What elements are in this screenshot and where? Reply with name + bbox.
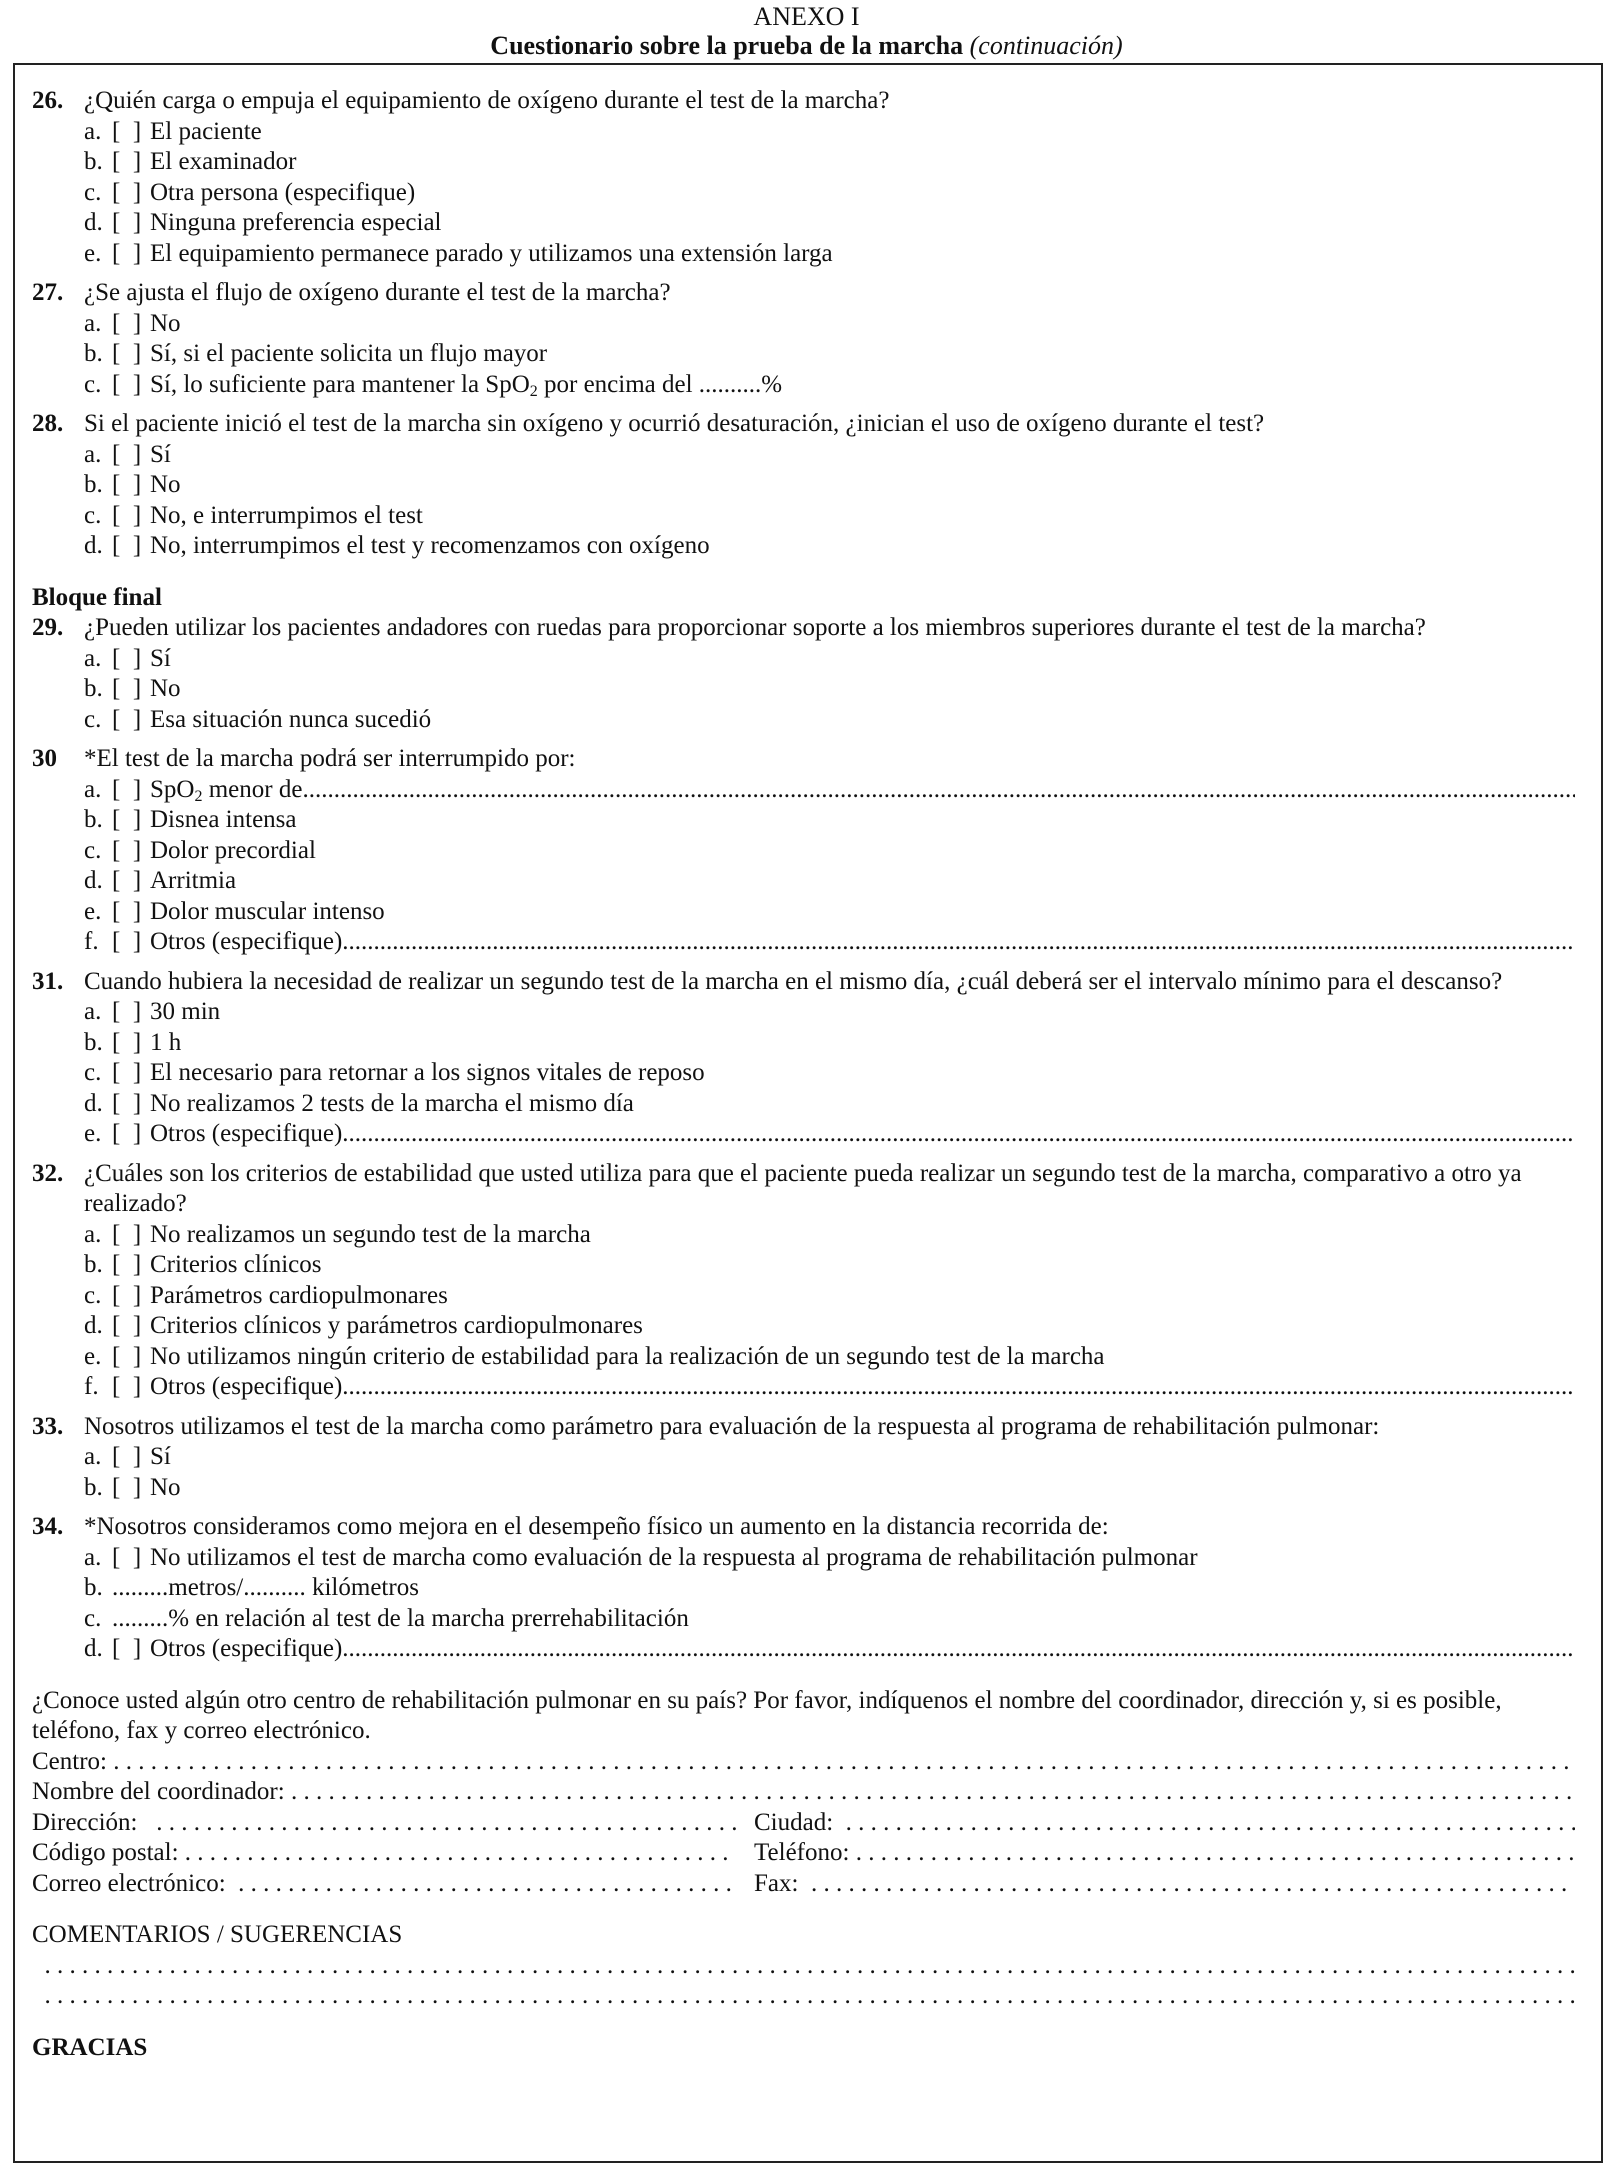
checkbox[interactable]: [ ] <box>112 1342 142 1370</box>
option-row <box>32 836 1575 867</box>
option-row <box>32 1311 1575 1342</box>
option-letter: e. <box>84 1120 102 1147</box>
option-row <box>32 1604 1575 1635</box>
option-letter: f. <box>84 1373 99 1400</box>
title-text: Cuestionario sobre la prueba de la marcha <box>490 31 964 60</box>
checkbox[interactable]: [ ] <box>112 501 142 529</box>
field-label: Centro: <box>32 1747 107 1775</box>
fill-in-line[interactable] <box>138 1808 736 1839</box>
option-row <box>32 1220 1575 1251</box>
option-row <box>32 1442 1575 1473</box>
option-letter: e. <box>84 239 102 267</box>
option-letter: c. <box>84 178 102 206</box>
field-label: Correo electrónico: <box>32 1869 226 1897</box>
checkbox[interactable]: [ ] <box>112 836 142 864</box>
checkbox[interactable]: [ ] <box>112 998 142 1025</box>
option-row <box>32 1281 1575 1312</box>
question-number: 32. <box>32 1159 64 1187</box>
question-31 <box>32 967 1575 998</box>
option-letter: c. <box>84 836 102 864</box>
fill-in-line[interactable] <box>342 1372 1575 1403</box>
option-row <box>32 501 1575 532</box>
option-text: Arritmia <box>150 867 237 894</box>
option-row <box>32 1634 1575 1665</box>
option-row <box>32 440 1575 471</box>
checkbox[interactable]: [ ] <box>112 1089 142 1117</box>
checkbox[interactable]: [ ] <box>112 471 142 498</box>
option-text: Otros (especifique) <box>150 1373 343 1400</box>
question-number: 26. <box>32 87 64 114</box>
question-27 <box>32 278 1575 309</box>
checkbox[interactable]: [ ] <box>112 928 142 955</box>
option-text: El equipamiento permanece parado y utilizamos una extensión larga <box>150 239 833 267</box>
question-text: *El test de la marcha podrá ser interrumpido por: <box>84 745 576 772</box>
question-32 <box>32 1159 1575 1220</box>
option-letter: c. <box>84 370 102 398</box>
checkbox[interactable]: [ ] <box>112 239 142 267</box>
fill-in-line[interactable] <box>798 1869 1575 1900</box>
question-30 <box>32 744 1575 775</box>
option-text: Otros (especifique) <box>150 1635 343 1662</box>
option-row <box>32 1543 1575 1574</box>
comments-line-1[interactable] <box>32 1951 1575 1982</box>
questionnaire-content <box>32 86 1575 2063</box>
checkbox[interactable]: [ ] <box>112 705 142 733</box>
option-letter: d. <box>84 1089 103 1117</box>
checkbox[interactable]: [ ] <box>112 1059 142 1086</box>
option-text: No <box>150 675 181 702</box>
option-letter: a. <box>84 1443 102 1470</box>
option-letter: b. <box>84 471 103 498</box>
checkbox[interactable]: [ ] <box>112 117 142 145</box>
option-text: El necesario para retornar a los signos vitales de reposo <box>150 1059 705 1086</box>
checkbox[interactable]: [ ] <box>112 148 142 175</box>
question-text: Si el paciente inició el test de la marcha sin oxígeno y ocurrió desaturación, ¿inician el uso de oxígeno durante el test? <box>84 410 1265 437</box>
question-32-options <box>32 1220 1575 1403</box>
option-row <box>32 644 1575 675</box>
comments-title: COMENTARIOS / SUGERENCIAS <box>32 1921 403 1948</box>
question-30-options <box>32 805 1575 958</box>
option-row <box>32 531 1575 562</box>
question-text: Nosotros utilizamos el test de la marcha como parámetro para evaluación de la respuesta al programa de rehabilitación pulmonar: <box>84 1412 1380 1440</box>
option-text: .........metros/.......... kilómetros <box>112 1574 419 1601</box>
checkbox[interactable]: [ ] <box>112 532 142 559</box>
checkbox[interactable]: [ ] <box>112 1543 142 1571</box>
checkbox[interactable]: [ ] <box>112 775 142 803</box>
option-text: Sí <box>150 1443 171 1470</box>
checkbox[interactable]: [ ] <box>112 440 142 468</box>
checkbox[interactable]: [ ] <box>112 309 142 337</box>
option-letter: a. <box>84 775 102 803</box>
question-number: 27. <box>32 279 64 306</box>
checkbox[interactable]: [ ] <box>112 1373 142 1400</box>
option-row <box>32 997 1575 1028</box>
question-text: ¿Cuáles son los criterios de estabilidad que usted utiliza para que el paciente pueda realizar un segundo test de la marcha, comparativo a otro ya realizado? <box>84 1159 1522 1217</box>
option-row <box>32 370 1575 401</box>
checkbox[interactable]: [ ] <box>112 209 142 236</box>
question-number: 30 <box>32 745 57 772</box>
option-row <box>32 1342 1575 1373</box>
option-text: No realizamos 2 tests de la marcha el mismo día <box>150 1089 634 1117</box>
option-text: Dolor muscular intenso <box>150 897 385 925</box>
fill-in-line[interactable] <box>302 775 1575 806</box>
option-text: Parámetros cardiopulmonares <box>150 1281 448 1309</box>
option-letter: d. <box>84 532 103 559</box>
option-text: Sí, lo suficiente para mantener la SpO$_2$ por encima del ..........% <box>150 370 783 400</box>
option-text: Esa situación nunca sucedió <box>150 705 432 733</box>
question-number: 33. <box>32 1412 64 1440</box>
option-letter: b. <box>84 1574 103 1601</box>
option-letter: d. <box>84 1635 103 1662</box>
option-letter: e. <box>84 1342 102 1370</box>
question-text: Cuando hubiera la necesidad de realizar un segundo test de la marcha en el mismo día, ¿cuál deberá ser el intervalo mínimo para el descanso? <box>84 967 1503 995</box>
option-letter: a. <box>84 1220 102 1248</box>
option-row <box>32 705 1575 736</box>
option-row <box>32 239 1575 270</box>
option-text: Otros (especifique) <box>150 928 343 955</box>
option-letter: d. <box>84 1312 103 1339</box>
option-row <box>32 208 1575 239</box>
fill-in-line[interactable] <box>226 1869 736 1900</box>
question-26-options <box>32 117 1575 270</box>
field-label: Teléfono: <box>754 1839 850 1866</box>
question-text: *Nosotros consideramos como mejora en el desempeño físico un aumento en la distancia recorrida de: <box>84 1513 1109 1540</box>
option-text: No realizamos un segundo test de la marcha <box>150 1220 591 1248</box>
option-letter: b. <box>84 148 103 175</box>
checkbox[interactable]: [ ] <box>112 806 142 833</box>
thanks-text: GRACIAS <box>32 2033 148 2061</box>
option-text: No, interrumpimos el test y recomenzamos con oxígeno <box>150 532 710 559</box>
field-label: Fax: <box>754 1869 799 1897</box>
option-letter: f. <box>84 928 99 955</box>
fill-in-line[interactable] <box>849 1838 1575 1869</box>
field-row-postal <box>32 1838 1575 1869</box>
question-26 <box>32 86 1575 117</box>
field-label: Dirección: <box>32 1808 138 1836</box>
option-text: No utilizamos el test de marcha como evaluación de la respuesta al programa de rehabilitación pulmonar <box>150 1543 1198 1571</box>
field-label: Código postal: <box>32 1839 179 1866</box>
field-row-correo <box>32 1869 1575 1900</box>
field-label: Ciudad: <box>754 1808 834 1836</box>
option-text: Sí, si el paciente solicita un flujo mayor <box>150 340 548 367</box>
option-row <box>32 1089 1575 1120</box>
fill-in-line[interactable] <box>107 1747 1575 1778</box>
option-text: No <box>150 309 181 337</box>
option-letter: a. <box>84 644 102 672</box>
option-text: No utilizamos ningún criterio de estabilidad para la realización de un segundo test de la marcha <box>150 1342 1105 1370</box>
option-text: El examinador <box>150 148 297 175</box>
option-row <box>32 1573 1575 1604</box>
checkbox[interactable]: [ ] <box>112 1635 142 1662</box>
option-letter: e. <box>84 897 102 925</box>
option-row <box>32 1473 1575 1504</box>
checkbox[interactable]: [ ] <box>112 1473 142 1501</box>
field-row-direccion <box>32 1808 1575 1839</box>
checkbox[interactable]: [ ] <box>112 644 142 672</box>
field-centro <box>32 1747 1575 1778</box>
option-text: No <box>150 1473 181 1501</box>
checkbox[interactable]: [ ] <box>112 178 142 206</box>
option-text: Dolor precordial <box>150 836 316 864</box>
option-letter: b. <box>84 1251 103 1278</box>
field-coordinador <box>32 1777 1575 1808</box>
option-row <box>32 1028 1575 1059</box>
comments-line-2[interactable] <box>32 1981 1575 2012</box>
checkbox[interactable]: [ ] <box>112 1443 142 1470</box>
option-text: Disnea intensa <box>150 806 297 833</box>
section-title: Bloque final <box>32 583 162 611</box>
checkbox[interactable]: [ ] <box>112 897 142 925</box>
option-row <box>32 470 1575 501</box>
option-letter: c. <box>84 1604 102 1632</box>
option-letter: a. <box>84 309 102 337</box>
fill-in-line[interactable] <box>833 1808 1575 1839</box>
fill-in-line[interactable] <box>285 1777 1575 1808</box>
option-letter: d. <box>84 209 103 236</box>
annex-label: ANEXO I <box>753 2 860 31</box>
option-row <box>32 775 1575 806</box>
option-row <box>32 1119 1575 1150</box>
checkbox[interactable]: [ ] <box>112 1028 142 1056</box>
option-row <box>32 927 1575 958</box>
option-letter: c. <box>84 1281 102 1309</box>
page-title <box>0 31 1613 62</box>
option-row <box>32 117 1575 148</box>
option-letter: d. <box>84 867 103 894</box>
question-34-options <box>32 1543 1575 1665</box>
option-text: SpO$_2$ menor de <box>150 775 303 805</box>
subtitle-text: (continuación) <box>969 31 1123 60</box>
option-text: 1 h <box>150 1028 182 1056</box>
question-29 <box>32 613 1575 644</box>
option-text: 30 min <box>150 998 221 1025</box>
option-letter: a. <box>84 998 102 1025</box>
option-letter: b. <box>84 675 103 702</box>
field-label: Nombre del coordinador: <box>32 1778 285 1805</box>
checkbox[interactable]: [ ] <box>112 340 142 367</box>
option-letter: c. <box>84 705 102 733</box>
centers-question: ¿Conoce usted algún otro centro de rehabilitación pulmonar en su país? Por favor, indíquenos el nombre del coordinador, dirección y, si es posible, teléfono, fax y correo electrónico. <box>32 1686 1502 1744</box>
option-text: Sí <box>150 440 171 468</box>
fill-in-line[interactable] <box>342 927 1575 958</box>
question-28-options <box>32 440 1575 562</box>
question-number: 31. <box>32 967 64 995</box>
option-row <box>32 147 1575 178</box>
option-letter: b. <box>84 340 103 367</box>
fill-in-line[interactable] <box>342 1634 1575 1665</box>
question-33-options <box>32 1442 1575 1503</box>
option-text: No, e interrumpimos el test <box>150 501 423 529</box>
option-row <box>32 866 1575 897</box>
question-text: ¿Se ajusta el flujo de oxígeno durante el test de la marcha? <box>84 279 671 306</box>
option-row <box>32 674 1575 705</box>
checkbox[interactable]: [ ] <box>112 1251 142 1278</box>
question-text: ¿Quién carga o empuja el equipamiento de oxígeno durante el test de la marcha? <box>84 87 890 114</box>
checkbox[interactable]: [ ] <box>112 1120 142 1147</box>
option-row <box>32 178 1575 209</box>
option-letter: b. <box>84 1473 103 1501</box>
question-31-options <box>32 997 1575 1150</box>
question-34 <box>32 1512 1575 1543</box>
option-letter: c. <box>84 1059 102 1086</box>
checkbox[interactable]: [ ] <box>112 1281 142 1309</box>
question-text: ¿Pueden utilizar los pacientes andadores con ruedas para proporcionar soporte a los miembros superiores durante el test de la marcha? <box>84 614 1426 641</box>
question-number: 29. <box>32 614 64 641</box>
fill-in-line[interactable] <box>32 1951 1575 1982</box>
option-letter: a. <box>84 117 102 145</box>
question-29-options <box>32 644 1575 736</box>
option-text: No <box>150 471 181 498</box>
option-text: Ninguna preferencia especial <box>150 209 442 236</box>
option-text: .........% en relación al test de la marcha prerrehabilitación <box>112 1604 689 1632</box>
fill-in-line[interactable] <box>32 1981 1575 2012</box>
fill-in-line[interactable] <box>179 1838 736 1869</box>
option-text: Sí <box>150 644 171 672</box>
checkbox[interactable]: [ ] <box>112 1220 142 1248</box>
checkbox[interactable]: [ ] <box>112 867 142 894</box>
option-row <box>32 897 1575 928</box>
option-text: Otros (especifique) <box>150 1120 343 1147</box>
question-number: 34. <box>32 1513 64 1540</box>
option-row <box>32 1058 1575 1089</box>
option-row <box>32 1250 1575 1281</box>
option-text: El paciente <box>150 117 262 145</box>
question-28 <box>32 409 1575 440</box>
checkbox[interactable]: [ ] <box>112 370 142 398</box>
option-text: Criterios clínicos <box>150 1251 322 1278</box>
option-text: Criterios clínicos y parámetros cardiopulmonares <box>150 1312 643 1339</box>
question-33 <box>32 1412 1575 1443</box>
option-letter: c. <box>84 501 102 529</box>
option-row <box>32 1372 1575 1403</box>
checkbox[interactable]: [ ] <box>112 675 142 702</box>
option-text: Otra persona (especifique) <box>150 178 416 206</box>
option-row <box>32 805 1575 836</box>
option-row <box>32 339 1575 370</box>
option-row <box>32 309 1575 340</box>
option-letter: a. <box>84 440 102 468</box>
option-letter: b. <box>84 806 103 833</box>
fill-in-line[interactable] <box>342 1119 1575 1150</box>
option-letter: b. <box>84 1028 103 1056</box>
option-letter: a. <box>84 1543 102 1571</box>
checkbox[interactable]: [ ] <box>112 1312 142 1339</box>
question-27-options <box>32 309 1575 370</box>
question-number: 28. <box>32 410 64 437</box>
